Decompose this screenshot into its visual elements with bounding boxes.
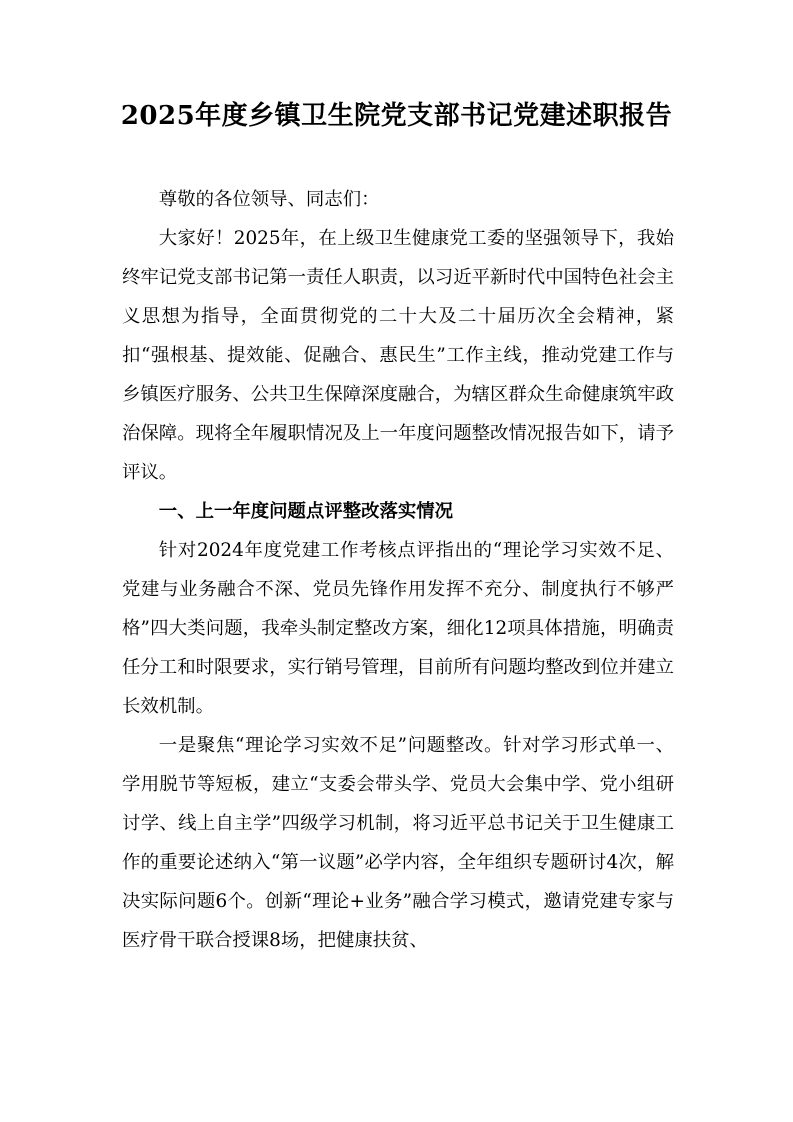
paragraph-rectification: 针对2024年度党建工作考核点评指出的“理论学习实效不足、党建与业务融合不深、党员先锋作用发挥不充分、制度执行不够严格”四大类问题，我牵头制定整改方案，细化12项具体措施，明确责任分工和时限要求，实行销号管理，目前所有问题均整改到位并建立长效机制。	[122, 540, 674, 717]
section-heading: 一、上一年度问题点评整改落实情况	[158, 501, 454, 522]
document-title: 2025年度乡镇卫生院党支部书记党建述职报告	[120, 101, 673, 131]
document-body	[122, 180, 674, 960]
salutation: 尊敬的各位领导、同志们：	[158, 189, 380, 210]
paragraph-point-one: 一是聚焦“理论学习实效不足”问题整改。针对学习形式单一、学用脱节等短板，建立“支委会带头学、党员大会集中学、党小组研讨学、线上自主学”四级学习机制，将习近平总书记关于卫生健康工作的重要论述纳入“第一议题”必学内容，全年组织专题研讨4次，解决实际问题6个。创新“理论+业务”融合学习模式，邀请党建专家与医疗骨干联合授课8场，把健康扶贫、	[122, 735, 674, 951]
paragraph-intro: 大家好！2025年，在上级卫生健康党工委的坚强领导下，我始终牢记党支部书记第一责任人职责，以习近平新时代中国特色社会主义思想为指导，全面贯彻党的二十大及二十届历次全会精神，紧扣“强根基、提效能、促融合、惠民生”工作主线，推动党建工作与乡镇医疗服务、公共卫生保障深度融合，为辖区群众生命健康筑牢政治保障。现将全年履职情况及上一年度问题整改情况报告如下，请予评议。	[122, 228, 674, 483]
